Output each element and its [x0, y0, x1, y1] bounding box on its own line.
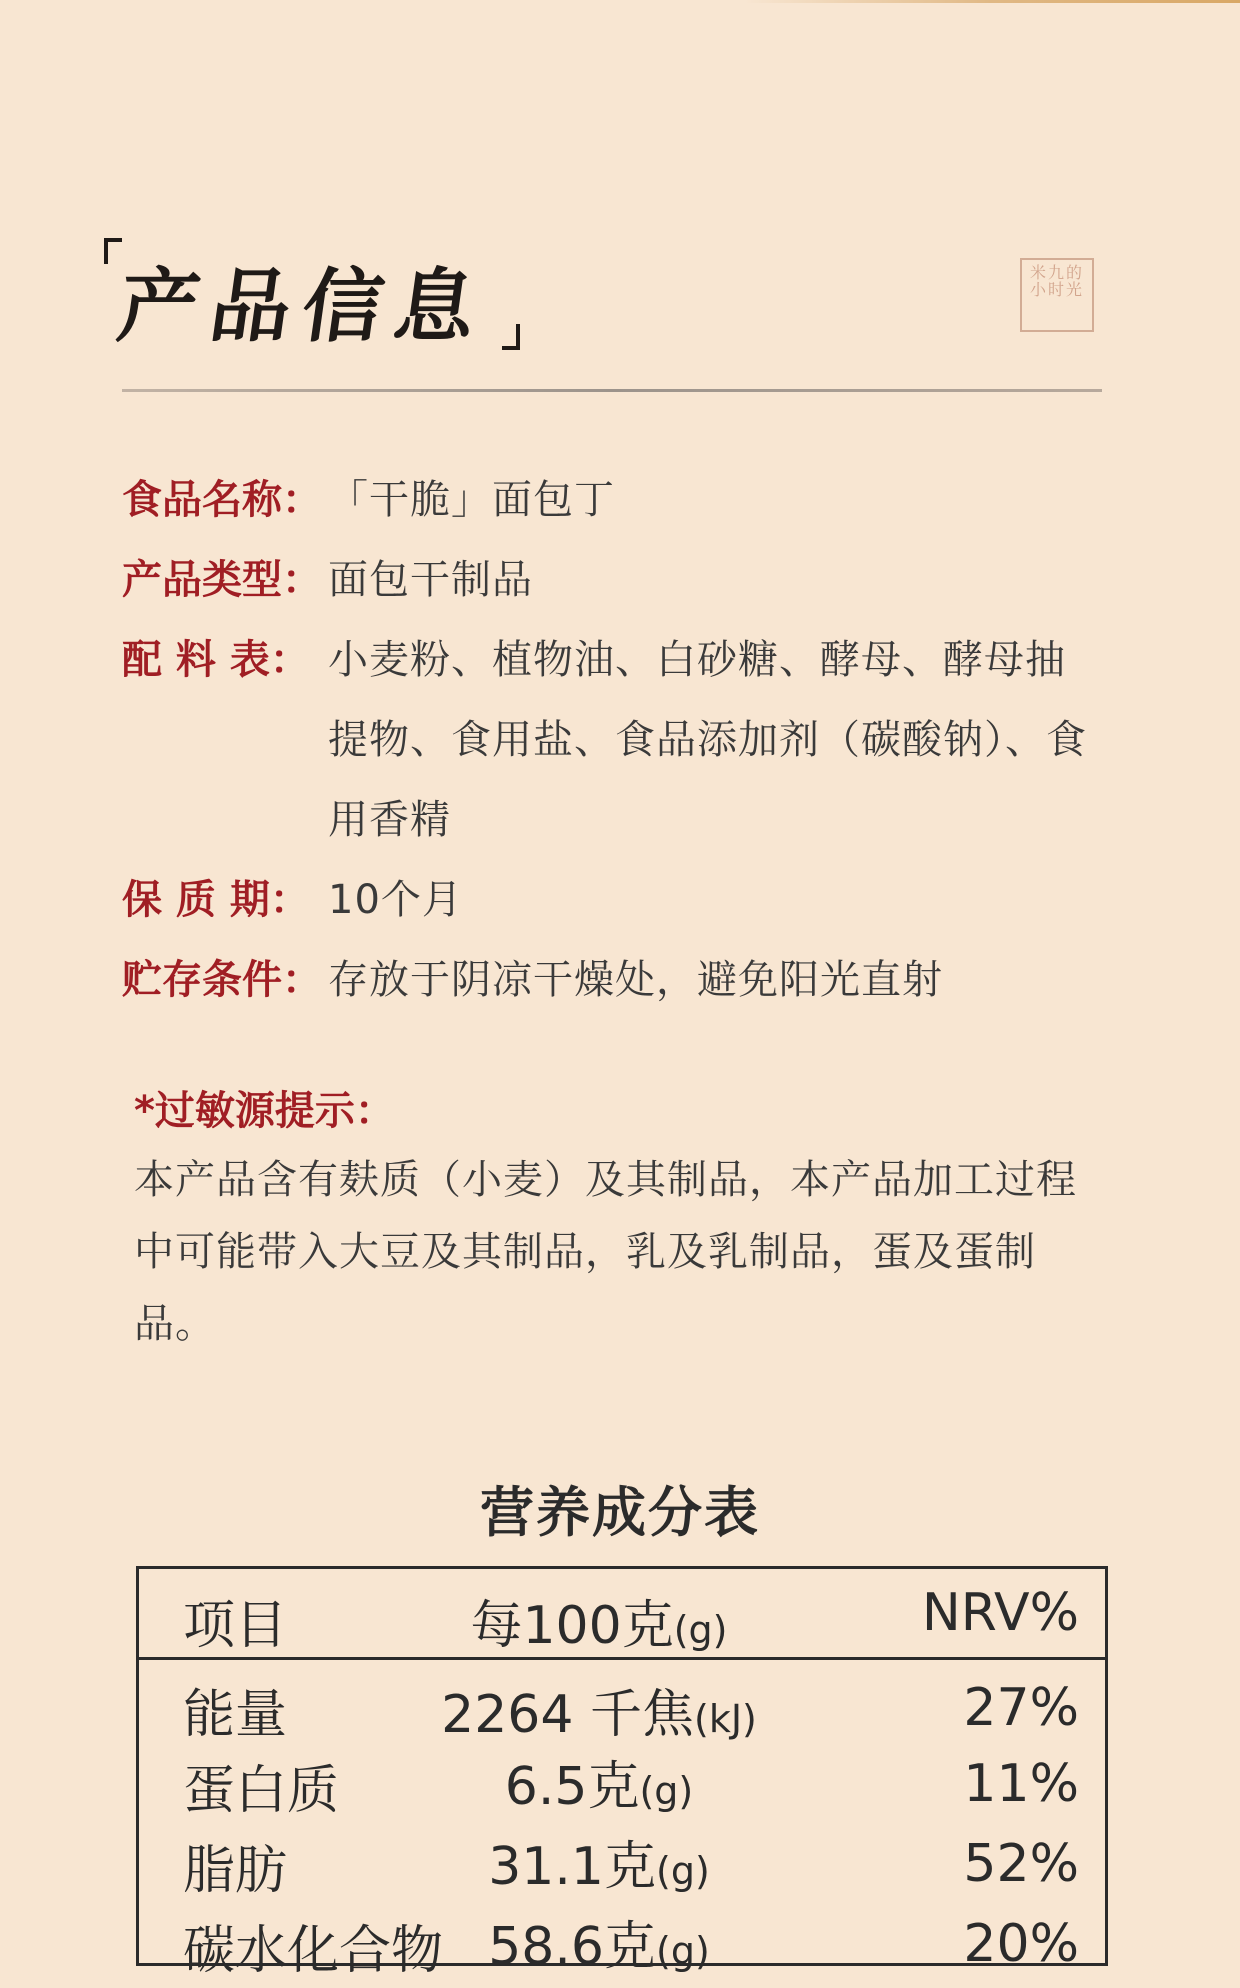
row-item: 蛋白质	[183, 1761, 340, 1821]
allergen-notice	[134, 1078, 1114, 1360]
row-item: 能量	[183, 1685, 288, 1745]
header-item: 项目	[183, 1596, 288, 1656]
row-amount-unit: (g)	[639, 1769, 694, 1813]
row-nrv: 52%	[963, 1834, 1079, 1894]
info-label: 贮存条件：	[122, 957, 322, 1003]
info-label: 食品名称：	[122, 477, 322, 523]
title-divider	[122, 389, 1102, 392]
row-nrv: 20%	[963, 1914, 1079, 1974]
info-row-shelf-life	[122, 860, 1102, 940]
row-amount-value: 58.6克	[488, 1917, 656, 1977]
table-row	[139, 1748, 1105, 1828]
seal-stamp: 米九的小时光	[1020, 258, 1094, 332]
info-row-ingredients	[122, 620, 1102, 860]
info-label: 配 料 表：	[122, 637, 310, 683]
nutrition-table	[136, 1566, 1108, 1981]
nutrition-table-header	[139, 1569, 1105, 1660]
row-amount	[429, 1824, 769, 1899]
section-title-text: 产品信息	[112, 259, 494, 353]
info-value: 面包干制品	[328, 557, 533, 603]
row-amount-unit: (g)	[656, 1849, 710, 1893]
header-nrv: NRV%	[921, 1583, 1079, 1643]
product-info	[122, 460, 1102, 1020]
info-value: 小麦粉、植物油、白砂糖、酵母、酵母抽提物、食用盐、食品添加剂（碳酸钠）、食用香精	[328, 637, 1087, 843]
row-amount	[429, 1672, 769, 1747]
info-value: 存放于阴凉干燥处，避免阳光直射	[328, 957, 943, 1003]
row-amount-unit: (kJ)	[694, 1697, 757, 1741]
info-row-storage	[122, 940, 1102, 1020]
header-per100	[429, 1583, 769, 1658]
info-value: 10个月	[328, 877, 463, 923]
info-value: 「干脆」面包丁	[328, 477, 615, 523]
table-row	[139, 1828, 1105, 1908]
title-bracket-close	[502, 324, 520, 350]
row-nrv: 27%	[963, 1678, 1079, 1738]
row-amount	[429, 1904, 769, 1979]
row-amount-value: 2264 千焦	[441, 1685, 694, 1745]
nutrition-title: 营养成分表	[480, 1481, 760, 1544]
row-item: 脂肪	[183, 1841, 288, 1901]
allergen-body: 本产品含有麸质（小麦）及其制品，本产品加工过程中可能带入大豆及其制品，乳及乳制品，蛋及蛋制品。	[134, 1157, 1077, 1347]
row-amount	[429, 1744, 769, 1819]
top-accent-strip	[0, 0, 1240, 3]
info-label: 产品类型：	[122, 557, 322, 603]
header-per100-text: 每100克	[470, 1596, 674, 1656]
header-per100-unit: (g)	[673, 1608, 728, 1652]
row-amount-value: 6.5克	[504, 1757, 640, 1817]
title-bracket-open	[104, 238, 122, 264]
info-row-name	[122, 460, 1102, 540]
info-row-type	[122, 540, 1102, 620]
row-nrv: 11%	[963, 1754, 1079, 1814]
table-row	[139, 1908, 1105, 1988]
row-item: 碳水化合物	[183, 1921, 444, 1981]
section-title	[100, 232, 540, 372]
table-row	[139, 1668, 1105, 1748]
row-amount-unit: (g)	[656, 1929, 710, 1973]
row-amount-value: 31.1克	[488, 1837, 656, 1897]
allergen-title: *过敏源提示：	[134, 1088, 395, 1134]
info-label: 保 质 期：	[122, 877, 310, 923]
